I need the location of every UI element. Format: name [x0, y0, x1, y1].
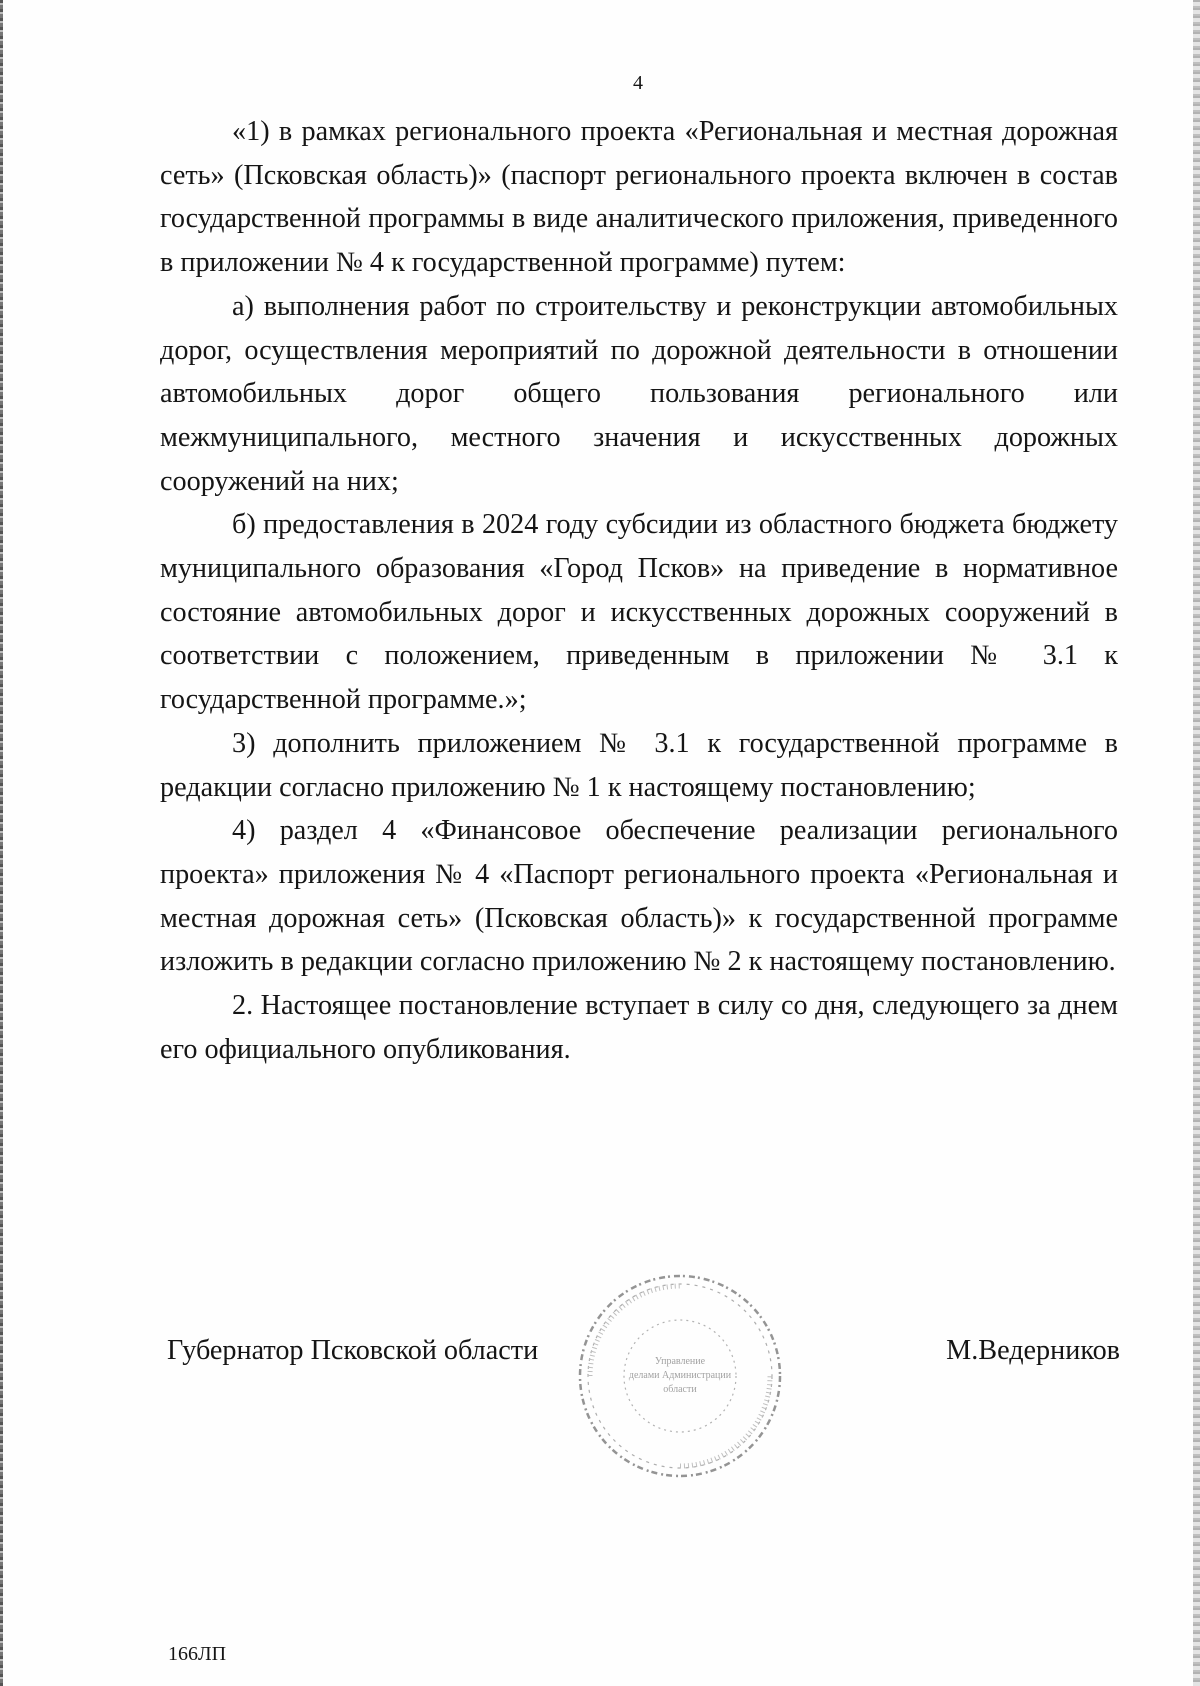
paragraph-item-3: 3) дополнить приложением № 3.1 к государственной программе в редакции согласно приложению № 1 к настоящему постановлению; [160, 727, 1118, 803]
paragraph-effective-date: 2. Настоящее постановление вступает в силу со дня, следующего за днем его официального опубликования. [160, 990, 1118, 1065]
scan-edge-left [0, 0, 3, 1686]
page-number: 4 [633, 72, 643, 94]
paragraph-item-b: б) предоставления в 2024 году субсидии из областного бюджета бюджету муниципального образования «Город Псков» на приведение в нормативное состояние автомобильных дорог и искусственных дорожных сооружений в соответствии с положением, приведенным в приложении № 3.1 к государственной программе.»; [160, 509, 1118, 716]
seal-line-3: области [663, 1384, 697, 1395]
signatory-title: Губернатор Псковской области [167, 1335, 539, 1366]
document-body [160, 110, 1118, 1071]
document-code: 166ЛП [168, 1643, 227, 1665]
paragraph-regional-project: «1) в рамках регионального проекта «Региональная и местная дорожная сеть» (Псковская область)» (паспорт регионального проекта включен в состав государственной программы в виде аналитического приложения, приведенного в приложении № 4 к государственной программе) путем: [160, 116, 1118, 279]
seal-line-1: Управление [654, 1356, 706, 1367]
paragraph-item-4: 4) раздел 4 «Финансовое обеспечение реализации регионального проекта» приложения № 4 «Паспорт регионального проекта «Региональная и местная дорожная сеть» (Псковская область)» к государственной программе изложить в редакции согласно приложению № 2 к настоящему постановлению. [160, 815, 1118, 978]
seal-line-2: делами Администрации [628, 1370, 732, 1381]
signatory-name: М.Ведерников [946, 1335, 1120, 1366]
paragraph-item-a: а) выполнения работ по строительству и реконструкции автомобильных дорог, осуществления мероприятий по дорожной деятельности в отношении автомобильных дорог общего пользования регионального или межмуниципального, местного значения и искусственных дорожных сооружений на них; [160, 290, 1118, 497]
scan-edge-right [1193, 0, 1200, 1686]
official-seal-stamp [570, 1266, 790, 1486]
